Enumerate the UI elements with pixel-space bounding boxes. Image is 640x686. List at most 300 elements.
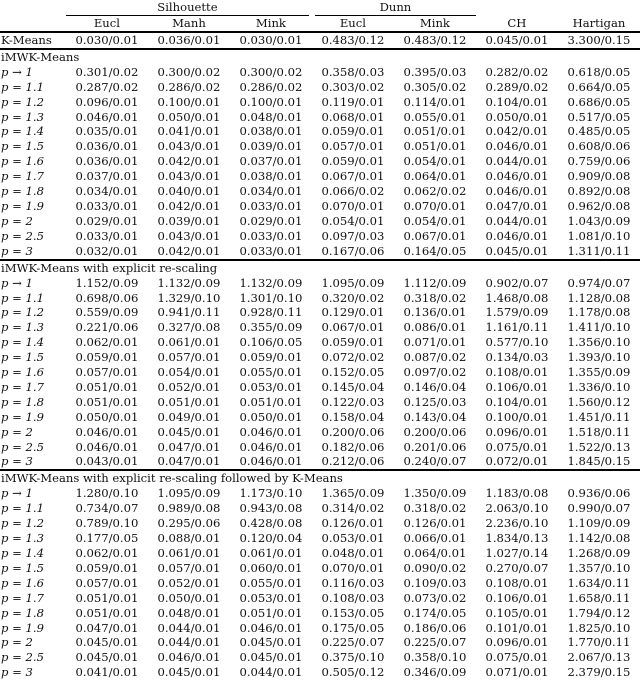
row-label <box>0 486 66 501</box>
table-row <box>0 365 640 380</box>
cell: 0.096/0.01 <box>485 635 549 650</box>
cell: 0.050/0.01 <box>239 409 303 424</box>
cell: 0.096/0.01 <box>75 94 139 109</box>
row-label-text: p = 1.5 <box>1 560 44 575</box>
group-header-row <box>0 0 640 16</box>
cell: 1.336/0.10 <box>567 379 631 394</box>
row-label-text: p = 1.6 <box>1 154 44 169</box>
cell: 0.686/0.05 <box>567 94 631 109</box>
cell: 0.072/0.01 <box>485 454 549 469</box>
cell: 2.067/0.13 <box>567 650 631 665</box>
row-label <box>0 65 66 80</box>
cell: 0.097/0.02 <box>403 365 467 380</box>
cell: 1.301/0.10 <box>239 290 303 305</box>
cell: 0.106/0.05 <box>239 335 303 350</box>
cell: 0.282/0.02 <box>485 64 549 79</box>
cell: 0.108/0.03 <box>321 590 385 605</box>
cell: 0.040/0.01 <box>157 184 221 199</box>
cell: 0.029/0.01 <box>239 213 303 228</box>
cell: 0.033/0.01 <box>239 228 303 243</box>
cell: 0.608/0.06 <box>567 139 631 154</box>
cell: 0.036/0.01 <box>75 154 139 169</box>
cell: 0.055/0.01 <box>239 575 303 590</box>
cell: 0.038/0.01 <box>239 124 303 139</box>
row-label-text: p = 1.4 <box>1 546 44 560</box>
row-label <box>0 199 66 214</box>
cell: 0.061/0.01 <box>157 335 221 350</box>
cell: 0.047/0.01 <box>485 198 549 213</box>
row-label <box>0 425 66 440</box>
cell: 0.039/0.01 <box>239 139 303 154</box>
cell: 0.164/0.05 <box>403 243 467 258</box>
table-row <box>0 139 640 154</box>
row-label <box>0 229 66 244</box>
cell: 0.060/0.01 <box>239 560 303 575</box>
cell: 0.045/0.01 <box>239 650 303 665</box>
row-label-text: p → 1 <box>1 486 33 501</box>
cell: 0.734/0.07 <box>75 501 139 516</box>
cell: 0.101/0.01 <box>485 620 549 635</box>
table-row <box>0 440 640 455</box>
col-hartigan: Hartigan <box>572 15 626 30</box>
cell: 0.052/0.01 <box>157 379 221 394</box>
cell: 2.063/0.10 <box>485 501 549 516</box>
table-row <box>0 169 640 184</box>
row-label <box>0 291 66 306</box>
cell: 0.052/0.01 <box>157 575 221 590</box>
cell: 0.043/0.01 <box>157 228 221 243</box>
row-label-text: p = 3 <box>1 243 33 258</box>
cell: 1.152/0.09 <box>75 275 139 290</box>
table-row <box>0 65 640 80</box>
table-row <box>0 501 640 516</box>
cell: 0.104/0.01 <box>485 394 549 409</box>
cell: 0.046/0.01 <box>485 139 549 154</box>
cell: 0.050/0.01 <box>75 409 139 424</box>
cell: 0.152/0.05 <box>321 365 385 380</box>
row-label-text: p → 1 <box>1 275 33 290</box>
cell: 0.225/0.07 <box>321 635 385 650</box>
group-empty-ch <box>476 0 558 16</box>
row-label <box>0 154 66 169</box>
row-label-text: p = 1.6 <box>1 365 44 380</box>
cell: 1.132/0.09 <box>157 275 221 290</box>
cell: 0.049/0.01 <box>157 409 221 424</box>
cell: 0.059/0.01 <box>321 154 385 169</box>
cell: 0.186/0.06 <box>403 620 467 635</box>
cell: 0.200/0.06 <box>403 424 467 439</box>
cell: 0.990/0.07 <box>567 501 631 516</box>
cell: 0.051/0.01 <box>403 139 467 154</box>
cell: 1.825/0.10 <box>567 620 631 635</box>
row-label-text: p = 1.4 <box>1 124 44 139</box>
cell: 0.050/0.01 <box>485 109 549 124</box>
cell: 0.295/0.06 <box>157 516 221 531</box>
cell: 0.059/0.01 <box>75 560 139 575</box>
cell: 0.035/0.01 <box>75 124 139 139</box>
cell: 0.047/0.01 <box>157 439 221 454</box>
row-label <box>0 454 66 470</box>
cell: 0.030/0.01 <box>230 32 312 49</box>
cell: 0.046/0.01 <box>75 439 139 454</box>
table-row <box>0 561 640 576</box>
row-label-text: p = 1.3 <box>1 320 44 335</box>
cell: 0.358/0.10 <box>403 650 467 665</box>
row-label <box>0 110 66 125</box>
cell: 0.346/0.09 <box>403 665 467 680</box>
cell: 0.044/0.01 <box>485 213 549 228</box>
cell: 0.032/0.01 <box>75 243 139 258</box>
cell: 0.120/0.04 <box>239 531 303 546</box>
cell: 0.962/0.08 <box>567 198 631 213</box>
cell: 0.062/0.01 <box>75 546 139 560</box>
table-row <box>0 635 640 650</box>
cell: 0.043/0.01 <box>75 454 139 469</box>
row-label <box>0 184 66 199</box>
table-row <box>0 291 640 306</box>
cell: 0.201/0.06 <box>403 439 467 454</box>
cell: 0.902/0.07 <box>485 275 549 290</box>
cell: 0.051/0.01 <box>75 394 139 409</box>
row-label-text: p = 1.2 <box>1 305 44 320</box>
row-label-text: p = 1.3 <box>1 531 44 546</box>
section-header-row <box>0 260 640 276</box>
table-row <box>0 214 640 229</box>
cell: 0.286/0.02 <box>239 79 303 94</box>
table-row <box>0 516 640 531</box>
cell: 0.071/0.01 <box>403 335 467 350</box>
cell: 0.059/0.01 <box>321 335 385 350</box>
cell: 0.759/0.06 <box>567 154 631 169</box>
row-label <box>0 139 66 154</box>
col-silhouette-mink: Mink <box>255 16 286 30</box>
cell: 1.329/0.10 <box>157 290 221 305</box>
cell: 0.221/0.06 <box>75 320 139 335</box>
cell: 0.045/0.01 <box>239 635 303 650</box>
row-label-text: p = 2.5 <box>1 439 44 454</box>
cell: 0.053/0.01 <box>321 531 385 546</box>
cell: 0.051/0.01 <box>239 605 303 620</box>
cell: 0.287/0.02 <box>75 79 139 94</box>
cell: 0.087/0.02 <box>403 350 467 365</box>
cell: 0.051/0.01 <box>75 605 139 620</box>
cell: 0.909/0.08 <box>567 169 631 184</box>
row-label <box>0 244 66 260</box>
row-label <box>0 395 66 410</box>
cell: 0.046/0.01 <box>485 169 549 184</box>
cell: 0.046/0.01 <box>485 228 549 243</box>
cell: 0.070/0.01 <box>321 560 385 575</box>
cell: 0.108/0.01 <box>485 365 549 380</box>
row-label <box>0 276 66 291</box>
row-label-text: p = 1.5 <box>1 139 44 154</box>
section-header-row <box>0 470 640 486</box>
cell: 0.618/0.05 <box>567 64 631 79</box>
cell: 0.136/0.01 <box>403 305 467 320</box>
cell: 0.119/0.01 <box>321 94 385 109</box>
row-label <box>0 546 66 561</box>
table-row <box>0 110 640 125</box>
cell: 0.054/0.01 <box>403 154 467 169</box>
cell: 0.483/0.12 <box>312 32 394 49</box>
cell: 0.066/0.01 <box>403 531 467 546</box>
row-label <box>0 635 66 650</box>
cell: 0.046/0.01 <box>75 424 139 439</box>
cell: 0.286/0.02 <box>157 79 221 94</box>
col-silhouette-manh: Manh <box>172 16 206 30</box>
row-label <box>0 531 66 546</box>
cell: 0.943/0.08 <box>239 501 303 516</box>
cell: 1.311/0.11 <box>567 243 631 258</box>
cell: 1.522/0.13 <box>567 439 631 454</box>
cell: 1.268/0.09 <box>567 546 631 560</box>
col-silhouette-eucl: Eucl <box>93 16 120 30</box>
cell: 0.059/0.01 <box>321 124 385 139</box>
table-row <box>0 621 640 636</box>
cell: 0.109/0.03 <box>403 575 467 590</box>
cell: 0.047/0.01 <box>75 620 139 635</box>
cell: 0.037/0.01 <box>75 169 139 184</box>
corner-cell <box>0 0 66 16</box>
row-label <box>0 650 66 665</box>
cell: 0.088/0.01 <box>157 531 221 546</box>
cell: 0.301/0.02 <box>75 64 139 79</box>
cell: 0.073/0.02 <box>403 590 467 605</box>
cell: 0.051/0.01 <box>157 394 221 409</box>
cell: 0.318/0.02 <box>403 290 467 305</box>
group-empty-hartigan <box>558 0 640 16</box>
cell: 0.064/0.01 <box>403 169 467 184</box>
cell: 0.047/0.01 <box>157 454 221 469</box>
cell: 1.579/0.09 <box>485 305 549 320</box>
cell: 0.270/0.07 <box>485 560 549 575</box>
cell: 0.375/0.10 <box>321 650 385 665</box>
row-label-text: p = 1.9 <box>1 198 44 213</box>
cell: 0.064/0.01 <box>403 546 467 560</box>
cell: 1.845/0.15 <box>567 454 631 469</box>
cell: 1.178/0.08 <box>567 305 631 320</box>
cell: 0.067/0.01 <box>403 228 467 243</box>
table-row <box>0 531 640 546</box>
row-label-text: p = 2 <box>1 635 33 650</box>
cell: 0.055/0.01 <box>403 109 467 124</box>
cell: 1.411/0.10 <box>567 320 631 335</box>
table-row <box>0 395 640 410</box>
cell: 0.106/0.01 <box>485 590 549 605</box>
row-label-text: p = 2.5 <box>1 228 44 243</box>
cell: 0.318/0.02 <box>403 501 467 516</box>
cell: 0.126/0.01 <box>321 516 385 531</box>
row-label <box>0 576 66 591</box>
cell: 0.664/0.05 <box>567 79 631 94</box>
cell: 0.070/0.01 <box>403 198 467 213</box>
cell: 0.395/0.03 <box>403 64 467 79</box>
row-label <box>0 320 66 335</box>
cell: 0.046/0.01 <box>485 184 549 199</box>
corner-cell-2 <box>0 16 66 32</box>
cell: 0.175/0.05 <box>321 620 385 635</box>
cell: 1.112/0.09 <box>403 275 467 290</box>
col-dunn-eucl: Eucl <box>339 16 366 30</box>
cell: 0.042/0.01 <box>157 243 221 258</box>
cell: 0.300/0.02 <box>157 64 221 79</box>
row-label <box>0 591 66 606</box>
cell: 0.033/0.01 <box>75 198 139 213</box>
cell: 0.105/0.01 <box>485 605 549 620</box>
cell: 0.300/0.02 <box>239 64 303 79</box>
cell: 1.365/0.09 <box>321 486 385 501</box>
cell: 1.132/0.09 <box>239 275 303 290</box>
row-label <box>0 621 66 636</box>
cell: 0.042/0.01 <box>485 124 549 139</box>
cell: 0.062/0.01 <box>75 335 139 350</box>
row-label-text: p = 1.8 <box>1 184 44 199</box>
cell: 0.358/0.03 <box>321 64 385 79</box>
cell: 0.075/0.01 <box>485 439 549 454</box>
table-row <box>0 576 640 591</box>
row-label-text: p = 2.5 <box>1 650 44 665</box>
cell: 0.517/0.05 <box>567 109 631 124</box>
row-label <box>0 350 66 365</box>
cell: 0.428/0.08 <box>239 516 303 531</box>
kmeans-row <box>0 32 640 49</box>
cell: 0.100/0.01 <box>157 94 221 109</box>
row-label-text: p = 1.5 <box>1 350 44 365</box>
cell: 1.280/0.10 <box>75 486 139 501</box>
section-header-row <box>0 49 640 65</box>
cell: 0.072/0.02 <box>321 350 385 365</box>
cell: 0.046/0.01 <box>239 424 303 439</box>
cell: 0.044/0.01 <box>239 665 303 680</box>
table-row <box>0 229 640 244</box>
cell: 0.974/0.07 <box>567 275 631 290</box>
cell: 0.036/0.01 <box>75 139 139 154</box>
table-row <box>0 350 640 365</box>
cell: 0.029/0.01 <box>75 213 139 228</box>
cell: 0.030/0.01 <box>66 32 148 49</box>
cell: 0.355/0.09 <box>239 320 303 335</box>
cell: 0.068/0.01 <box>321 109 385 124</box>
row-label-text: p = 1.3 <box>1 109 44 124</box>
cell: 0.045/0.01 <box>476 32 558 49</box>
cell: 0.097/0.03 <box>321 228 385 243</box>
table-row <box>0 305 640 320</box>
cell: 0.070/0.01 <box>321 198 385 213</box>
cell: 0.051/0.01 <box>239 394 303 409</box>
row-label-text: p = 1.8 <box>1 605 44 620</box>
cell: 0.067/0.01 <box>321 320 385 335</box>
cell: 0.046/0.01 <box>239 439 303 454</box>
table-row <box>0 154 640 169</box>
row-label: K-Means <box>0 32 66 49</box>
table-row <box>0 95 640 110</box>
table-row <box>0 80 640 95</box>
cell: 0.158/0.04 <box>321 409 385 424</box>
cell: 0.033/0.01 <box>239 198 303 213</box>
row-label-text: p = 1.8 <box>1 394 44 409</box>
cell: 0.167/0.06 <box>321 243 385 258</box>
cell: 1.518/0.11 <box>567 424 631 439</box>
table-row <box>0 665 640 680</box>
row-label <box>0 410 66 425</box>
cell: 0.320/0.02 <box>321 290 385 305</box>
col-ch: CH <box>507 15 527 30</box>
cell: 3.300/0.15 <box>558 32 640 49</box>
row-label-text: p = 1.2 <box>1 516 44 531</box>
cell: 0.057/0.01 <box>157 560 221 575</box>
row-label-text: p = 1.4 <box>1 335 44 350</box>
group-silhouette: Silhouette <box>66 0 312 16</box>
row-label <box>0 561 66 576</box>
cell: 0.042/0.01 <box>157 198 221 213</box>
row-label-text: p = 1.7 <box>1 590 44 605</box>
table-row <box>0 199 640 214</box>
cell: 2.236/0.10 <box>485 516 549 531</box>
cell: 0.057/0.01 <box>75 575 139 590</box>
cell: 0.066/0.02 <box>321 184 385 199</box>
table-row <box>0 546 640 561</box>
row-label <box>0 516 66 531</box>
row-label <box>0 80 66 95</box>
row-label <box>0 365 66 380</box>
cell: 1.161/0.11 <box>485 320 549 335</box>
cell: 0.200/0.06 <box>321 424 385 439</box>
row-label <box>0 380 66 395</box>
cell: 1.173/0.10 <box>239 486 303 501</box>
cell: 0.048/0.01 <box>157 605 221 620</box>
cell: 0.146/0.04 <box>403 379 467 394</box>
cell: 1.095/0.09 <box>157 486 221 501</box>
row-label <box>0 440 66 455</box>
row-label <box>0 335 66 350</box>
cell: 1.834/0.13 <box>485 531 549 546</box>
column-header-row <box>0 16 640 32</box>
cell: 0.116/0.03 <box>321 575 385 590</box>
cell: 0.059/0.01 <box>239 350 303 365</box>
cell: 1.142/0.08 <box>567 531 631 546</box>
table-row <box>0 410 640 425</box>
table-row <box>0 124 640 139</box>
cell: 1.355/0.09 <box>567 365 631 380</box>
cell: 0.036/0.01 <box>148 32 230 49</box>
cell: 1.356/0.10 <box>567 335 631 350</box>
cell: 0.054/0.01 <box>321 213 385 228</box>
cell: 0.034/0.01 <box>239 184 303 199</box>
cell: 0.044/0.01 <box>485 154 549 169</box>
cell: 0.698/0.06 <box>75 290 139 305</box>
cell: 0.090/0.02 <box>403 560 467 575</box>
table-row <box>0 486 640 501</box>
cell: 0.033/0.01 <box>75 228 139 243</box>
section-title: iMWK-Means with explicit re-scaling followed by K-Means <box>0 470 640 486</box>
row-label-text: p = 3 <box>1 665 33 680</box>
cell: 0.225/0.07 <box>403 635 467 650</box>
cell: 1.634/0.11 <box>567 575 631 590</box>
cell: 0.034/0.01 <box>75 184 139 199</box>
cell: 0.505/0.12 <box>321 665 385 680</box>
cell: 0.327/0.08 <box>157 320 221 335</box>
cell: 0.892/0.08 <box>567 184 631 199</box>
row-label-text: p = 1.9 <box>1 409 44 424</box>
row-label <box>0 501 66 516</box>
cell: 0.042/0.01 <box>157 154 221 169</box>
row-label-text: p = 1.2 <box>1 94 44 109</box>
cell: 0.125/0.03 <box>403 394 467 409</box>
cell: 0.045/0.01 <box>75 650 139 665</box>
cell: 1.128/0.08 <box>567 290 631 305</box>
cell: 1.095/0.09 <box>321 275 385 290</box>
cell: 0.114/0.01 <box>403 94 467 109</box>
